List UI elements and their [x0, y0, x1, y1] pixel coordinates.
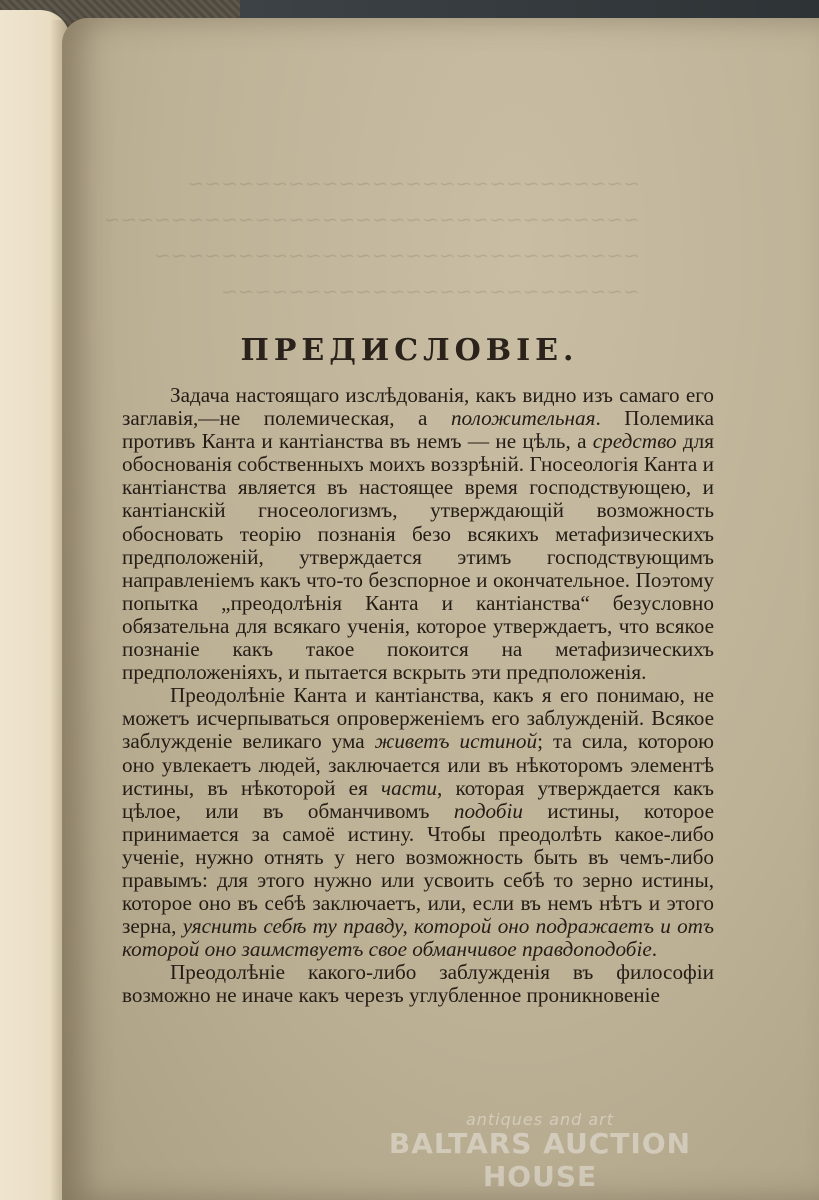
italic-phrase: подобіи	[453, 798, 523, 823]
italic-phrase: средство	[592, 429, 677, 454]
italic-phrase: уяснить себѣ ту правду, которой оно подражаетъ и отъ которой оно заимствуетъ свое обманчивое правдоподобіе	[122, 914, 714, 962]
paragraph	[122, 684, 714, 961]
preface-body	[122, 384, 714, 1008]
text-run: Задача настоящаго изслѣдованія, какъ видно изъ самаго его заглавія,—не полемическая, а	[122, 383, 714, 431]
text-run: истины, которое принимается за самоё истину. Чтобы преодолѣть какое-либо ученіе, нужно отнять у него возможность быть въ чемъ-либо правымъ: для этого нужно или усвоить себѣ то зерно истины, которое оно въ себѣ заключаетъ, или, если въ немъ нѣтъ и этого зерна,	[122, 798, 715, 939]
italic-phrase: положительная	[450, 406, 596, 431]
italic-phrase: живетъ истиной	[374, 729, 538, 754]
watermark-subtitle: antiques and art	[465, 1110, 615, 1129]
paragraph	[122, 384, 714, 684]
text-run: .	[651, 937, 658, 962]
bleed-through-texture: ~~~~~~~~~~~~~~~~~~~~~~~~~~~ ~~~~~~~~~~~~~~~~~~~~~~~~~~~~~~~~ ~~~~~~~~~~~~~~~~~~~~~~~~~~~~~ ~~~~~~~~~~~~~~~~~~~~~~~~~	[103, 171, 640, 303]
watermark-name: BALTARS AUCTION HOUSE	[388, 1127, 692, 1193]
text-run: . Полемика противъ Канта и кантіанства въ немъ — не цѣль, а	[122, 406, 715, 454]
italic-phrase: части	[381, 775, 438, 800]
text-run: Преодолѣніе какого-либо заблужденія въ философіи возможно не иначе какъ черезъ углубленное проникновеніе	[122, 960, 714, 1008]
auction-house-watermark	[330, 1110, 750, 1193]
text-run: для обоснованія собственныхъ моихъ воззрѣній. Гносеологія Канта и кантіанства является въ настоящее время господствующею, и кантіанскій гносеологизмъ, утверждающій возможность обосновать теорію познанія безо всякихъ метафизическихъ предположеній, утверждается этимъ господствующимъ направленіемъ какъ что-то безспорное и окончательное. Поэтому попытка „преодолѣнія Канта и кантіанства“ безусловно обязательна для всякаго ученія, которое утверждаетъ, что всякое познаніе какъ такое покоится на метафизическихъ предположеніяхъ, и пытается вскрыть эти предположенія.	[122, 429, 714, 685]
text-run: Преодолѣніе Канта и кантіанства, какъ я его понимаю, не можетъ исчерпываться опроверженіемъ его заблужденій. Всякое заблужденіе великаго ума	[122, 683, 714, 754]
paragraph	[122, 961, 714, 1007]
page-title: ПРЕДИСЛОВІЕ.	[240, 333, 579, 368]
text-run: ; та сила, которою оно увлекаетъ людей, заключается или въ нѣкоторомъ элементѣ истины, въ нѣкоторой ея	[122, 729, 714, 800]
text-run: , которая утверждается какъ цѣлое, или въ обманчивомъ	[122, 775, 714, 823]
